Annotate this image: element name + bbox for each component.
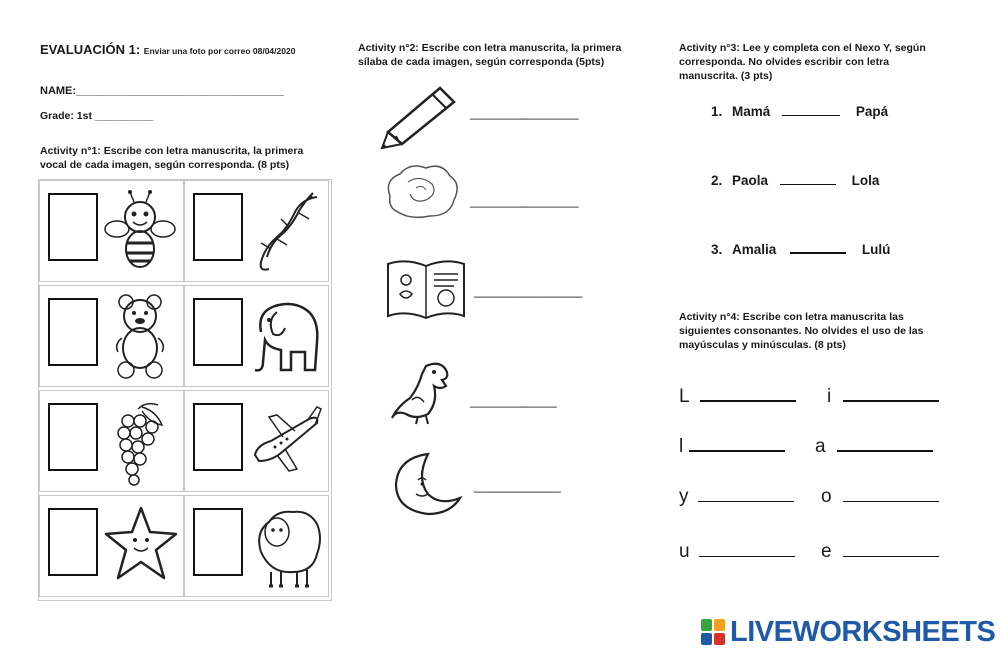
consonant-letter: a [815, 436, 826, 457]
consonant-row-2-left [679, 436, 785, 458]
grid-cell [39, 180, 184, 282]
airplane-icon [247, 397, 325, 487]
consonant-blank[interactable] [843, 556, 939, 557]
logo-text: LIVEWORKSHEETS [730, 615, 996, 648]
activity1-instruction [40, 144, 303, 172]
consonant-row-2-right [815, 436, 933, 458]
answer-box[interactable] [193, 508, 243, 576]
lizard-icon [247, 187, 325, 277]
nexo-item-2 [711, 173, 879, 188]
consonant-blank[interactable] [843, 501, 939, 502]
grid-cell [39, 285, 184, 387]
grid-cell [184, 495, 329, 597]
activity2-line1: Activity n°2: Escribe con letra manuscrita, la primera [358, 42, 622, 54]
answer-box[interactable] [48, 193, 98, 261]
nexo-blank-1[interactable] [782, 115, 840, 116]
answer-box[interactable] [193, 298, 243, 366]
answer-box[interactable] [48, 298, 98, 366]
nexo-item-3 [711, 242, 890, 257]
consonant-blank[interactable] [700, 400, 796, 402]
title-text: EVALUACIÓN 1: [40, 42, 141, 57]
answer-box[interactable] [48, 508, 98, 576]
nexo-number: 1. [711, 104, 723, 119]
bee-icon [102, 187, 180, 277]
grapes-icon [102, 397, 180, 487]
liveworksheets-logo [700, 616, 995, 648]
star-icon [102, 502, 180, 592]
activity3-instruction [679, 41, 926, 83]
activity1-line1: Activity n°1: Escribe con letra manuscrita, la primera [40, 145, 304, 157]
activity2-blank-4[interactable]: ____________ [470, 393, 557, 408]
activity1-line2: vocal de cada imagen, según corresponda. (8 pts) [40, 159, 290, 171]
worksheet-title [40, 42, 295, 57]
activity3-line2: corresponda. No olvides escribir con letra [679, 56, 890, 68]
grid-cell [39, 390, 184, 492]
activity2-blank-5[interactable]: ____________ [474, 478, 561, 493]
consonant-blank[interactable] [699, 556, 795, 557]
liveworksheets-mark-icon [700, 618, 726, 646]
moon-icon [388, 450, 468, 518]
consonant-blank[interactable] [837, 450, 933, 452]
teddy-bear-icon [102, 292, 180, 382]
nexo-right-word: Lulú [861, 242, 891, 257]
sheep-icon [247, 502, 325, 592]
consonant-blank[interactable] [843, 400, 939, 402]
activity4-line2: siguientes consonantes. No olvides el uso de las [679, 325, 924, 337]
nexo-blank-2[interactable] [780, 184, 836, 185]
consonant-letter: L [679, 386, 689, 407]
activity2-blank-3[interactable]: _______________ [474, 283, 583, 298]
consonant-letter: o [821, 486, 832, 507]
consonant-blank[interactable] [689, 450, 785, 452]
nexo-number: 3. [711, 242, 723, 257]
grade-field[interactable]: Grade: 1st __________ [40, 110, 154, 122]
nexo-left-word: Mamá [732, 104, 771, 119]
consonant-row-1-left [679, 386, 796, 408]
activity2-instruction [358, 41, 621, 69]
answer-box[interactable] [48, 403, 98, 471]
consonant-letter: y [679, 486, 689, 507]
consonant-row-4-right [821, 541, 939, 563]
parrot-icon [388, 358, 468, 426]
grid-cell [184, 285, 329, 387]
activity2-line2: sílaba de cada imagen, según corresponda (5pts) [358, 56, 605, 68]
activity2-blank-1[interactable]: _______________ [470, 105, 579, 120]
nexo-left-word: Paola [732, 173, 769, 188]
answer-box[interactable] [193, 193, 243, 261]
grid-cell [39, 495, 184, 597]
activity3-line3: manuscrita. (3 pts) [679, 70, 773, 82]
name-field[interactable]: NAME:__________________________________ [40, 85, 285, 97]
activity4-line1: Activity n°4: Escribe con letra manuscrita las [679, 311, 904, 323]
nexo-blank-3[interactable] [790, 252, 846, 254]
book-icon [384, 258, 469, 324]
nexo-item-1 [711, 104, 888, 119]
grid-cell [184, 180, 329, 282]
consonant-letter: e [821, 541, 832, 562]
consonant-blank[interactable] [698, 501, 794, 502]
consonant-letter: u [679, 541, 690, 562]
elephant-icon [247, 292, 325, 382]
activity4-instruction [679, 310, 923, 352]
consonant-letter: i [827, 386, 832, 407]
grid-cell [184, 390, 329, 492]
activity3-line1: Activity n°3: Lee y completa con el Nexo Y, según [679, 42, 926, 54]
lettuce-icon [380, 160, 465, 225]
consonant-row-1-right [827, 386, 939, 408]
nexo-right-word: Lola [851, 173, 880, 188]
consonant-letter: l [679, 436, 684, 457]
activity1-grid [38, 179, 332, 601]
answer-box[interactable] [193, 403, 243, 471]
nexo-right-word: Papá [855, 104, 889, 119]
title-subtitle: Enviar una foto por correo 08/04/2020 [143, 46, 296, 56]
nexo-number: 2. [711, 173, 723, 188]
nexo-left-word: Amalia [732, 242, 777, 257]
consonant-row-3-right [821, 486, 939, 508]
consonant-row-3-left [679, 486, 794, 508]
activity4-line3: mayúsculas y minúsculas. (8 pts) [679, 339, 846, 351]
consonant-row-4-left [679, 541, 795, 563]
pencil-icon [380, 80, 465, 150]
activity2-blank-2[interactable]: _______________ [470, 193, 579, 208]
